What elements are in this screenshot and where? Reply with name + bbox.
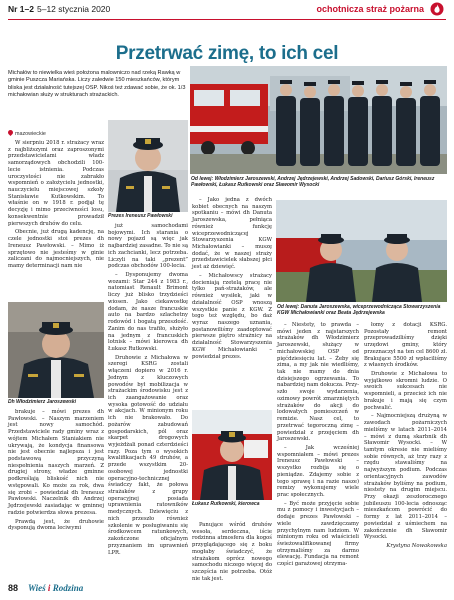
paragraph: – Być może przyjęcie sobie mu z pomocy i inwestycjach – dodaje prezes Pawłowski – wiele zawdzięczamy przychylnym nam ludziom. W minionym roku od właścicieli świeżowalifikowanej firmy otrzymaliśmy za darmo elewację. Fundacja na remont części garażowej otrzyma- (277, 500, 359, 568)
photo-prezes (108, 120, 188, 212)
photo-women (276, 200, 447, 302)
paragraph: Obecnie, już drugą kadencję, na czele jednostki stoi prezes dh Ireneusz Pawłowski. – Mimo iż sprzętowo nie jesteśmy w ginie zaliczani do najmocniejszych, nie mamy determinacji nam nie (8, 229, 104, 269)
caption-group: Od lewej: Włodzimierz Jaroszewski, Andrzej Jędrzejewski, Andrzej Sadowski, Dariusz Górski, Ireneusz Pawłowski, Łukasz Rutkowski oraz Sławomir Wysocki (191, 176, 435, 189)
paragraph: Panujące wśród druhów wesoła, serdeczna, iście rodzinna atmosfera dla kogoś przyglądającego się z boku mogłaby świadczyć, że strażakom oprócz nowego samochodu niczego więcej do szczęścia nie potrzeba. Otóż nie tak jest. (192, 522, 272, 582)
column-2 (108, 223, 188, 558)
paragraph: W sierpniu 2018 r. strażacy wraz z najbliższymi oraz zaproszonymi przedstawicielami władz samorządowych obchodzili 100-lecie istnienia. Podczas uroczystości nie zabrakło wspomnień o założycielu jednostki, nauczycielu miejscowej szkoły Stanisławie Kutkowskim. To właśnie on w 1918 r. podjął tę decyzję i mimo przeciwności losu, konsekwentnie prowadził pierwszych druhów do celu. (8, 140, 104, 227)
header-rule (8, 19, 446, 20)
issue-date: 5–12 stycznia 2020 (37, 4, 111, 14)
column-4 (277, 322, 359, 570)
paragraph: – Dysponujemy dwoma wozami: Star 244 z 1983 r., natomiast Renault Brimont liczy już blisko trzydzieści wiosen. Jako ciekawostkę dodam, że nasze francuskie auto na bardzo szlachetny rodowód i bogatą przeszłość. Zanim do nas trafiło, służyło na jednym z francuskich lotnisk – mówi kierowca dh Łukasz Rutkowski. (108, 272, 188, 352)
column-3-lower (192, 522, 272, 584)
issue-number: Nr 1–2 (8, 4, 34, 14)
location-pin-icon (7, 129, 14, 136)
paragraph: – Jak wcześniej wspomniałem – mówi prezes Ireneusz Pawłowski – wszystko rozbija się o pieniądze. Zdajemy sobie z tego sprawę i na razie nasze) remizy wykonujemy wiele prac społecznych. (277, 444, 359, 498)
paragraph: Druhowie z Michałowa w szeregi KSRG zostali włączeni dopiero w 2016 r. Jednym z kluczowych powodów był mobilizacja w strażackim środowisku jest z ich zaangażowanie oraz wysoka gotowość do udziału w akcjach. W minionym roku ich nie brakowało. Do pożarów zabudowań gospodarskich, pól oraz skarpet drogowych wyjeżdżali ponad czterdzieści razy. Poza tym o wysokich kwalifikacjach 49 druhów, a przede wszystkim 20-osobowej jednostki operacyjno-technicznej świadczy fakt, że połowa strażaków z grupy operacyjnej posiada uprawnienia ratowników medycznych. Dziewięciu z nich przeszło również szkolenie w posługiwaniu się środkowcem ratunkowych, zakończone oficjalnym przyznaniem im uprawnień LPR. (108, 354, 188, 556)
paragraph: łomy z dotacji KSRG. Pozostały remont przeprowadziliśmy dzięki urzędowi gminy, który przeznaczył na ten cel 8600 zł. Brakujące 5500 zł wpłaciliśmy z własnych środków. (364, 322, 447, 369)
photo-elder (8, 302, 104, 398)
paragraph: już samochodami bojowymi. Ich starania o nowy pojazd są więc jak najbardziej zasadne. To nie są ich zachcianki, lecz potrzeba. Liczyli na taki „prezent” podczas obchodów 100-lecia. (108, 223, 188, 270)
location-label: mazowieckie (15, 131, 46, 137)
section-title: ochotnicza straż pożarna (316, 4, 424, 14)
caption-driver: Łukasz Rutkowski, kierowca (192, 501, 260, 507)
brand-word-1: Wieś (28, 583, 46, 593)
column-1-lower (8, 409, 104, 534)
paragraph: brakuje – mówi prezes dh Pawłowski. – Naszym marzeniem jest nowy samochód. Przedstawiciele rady gminy wraz z wójtem Michałem Staniakiem nie ukrywają, że kondycja finansowa nie jest obecnie najlepsza i jest podstawową przyczyną niespełnienia naszych marzeń. Z drugiej strony, władze gminne podkreślają bliskość nich nie wstępowali. Ko może za rok, dwa się zrobi – powiedział dh Ireneusz Pawłowski. Naczelnik dh Andrzej Jędrzejewski zasiadając w gminnej radzie potwierdza słowa prezesa. (8, 409, 104, 516)
paragraph: – Jako jedna z dwóch kobiet obecnych na naszym spotkaniu – mówi dh Danuta Jaroszewska, pełniąca również funkcję wiceprzewodniczącej Stowarzyszenia KGW Michałowianki – muszę dodać, że w naszej straży przedstawicielek słabszej płci jest aż dziewięć. (192, 197, 272, 271)
caption-prezes: Prezes Ireneusz Pawłowski (108, 213, 173, 219)
paragraph: – Niestety, to prawda – mówi jeden z najstarszych strażaków dh Włodzimierz Jaroszewski, służący w michałowskiej OSP od pięćdziesięciu lat. – Żeby się zima, a my jak nie wiedliśmy, tak nie mamy do dnia dzisiejszego ogrzewania. To nabardziej nam dokucza. Przy-szło swoje wydarzenia, ozimowy powrót zmarzniętych strażaków do akcji do lodowatych pomieszczeń w remizie. Nasz cel, to przetrwać tegoroczną zimę – powiedział z przejęciem dh Jaroszewski. (277, 322, 359, 443)
column-1-upper (8, 140, 104, 272)
page-number: 88 (8, 583, 19, 593)
caption-women: Od lewej: Danuta Jaroszewska, wiceprzewodnicząca Stowarzyszenia KGW Michałowianki oraz Beata Jędrzejewska (277, 304, 441, 317)
paragraph: – Najmocniejszą drużyną w zawodach pożarniczych mieliśmy w latach 2011–2014 – mówi z dumą skarbnik dh Sławomir Wysocki. – W tamtym okresie nie mieliśmy sobie równych, aż trzy razy z rzędu stawaliśmy na najwyższym podium. Podczas orientacyjnych zawodów strażaków byliśmy na podium, niestety na drugim miejscu. Przy okazji zeszłorocznego jubileuszu 100-lecia odnosząc mieszkańcom powrócić do formy z lat 2011–2014 – powiedział z uśmiechem na zakończenie dh Sławomir Wysocki. (364, 413, 447, 541)
column-3-upper (192, 197, 272, 362)
issue-header (8, 4, 110, 14)
caption-elder: Dh Włodzimierz Jaroszewski (8, 399, 77, 405)
photo-driver (192, 410, 272, 500)
paragraph: Druhowie z Michałowa to wyjątkowo skromni ludzie. O swoich sukcesach nie wspomnieli, a przecież ich nie brakuje i mają się czym pochwalić. (364, 371, 447, 411)
magazine-brand (28, 583, 83, 593)
photo-group (190, 66, 447, 174)
brand-word-2: Rodzina (52, 583, 84, 593)
brand-ampersand: i (47, 583, 51, 593)
column-5 (364, 322, 447, 552)
article-lead: Michałów to niewielka wieś położona malowniczo nad rzeką Rawką w gminie Puszcza Mariańska. Liczy zaledwie 150 mieszkańców, którym bliska jest działalność tutejszej OSP. Nikoś też zdawać sobie, że ok. 1/3 michałowian służy w strukturach strażackich. (8, 70, 186, 99)
article-title: Przetrwać zimę, to ich cel (115, 43, 339, 64)
paragraph: – Michałowscy strażacy docieniają rzetelą pracę nie tylko pań-strażaków, ale również wysiłek, jaki w działalność OSP wnoszą wszystkie panie z KGW. Z tego też względu, bo daż wyraz naszego uznania, postanowiliśmy zaadoptować pierwsze piętro strażnicy na działalność Stowarzyszenia KGW Michałowianki – powiedział prezes. (192, 272, 272, 360)
paragraph: Prawdą jest, że druhowie dysponują dwoma leciwymi (8, 518, 104, 532)
location-tag (8, 130, 46, 137)
fire-brigade-emblem-icon (430, 2, 444, 16)
author-byline: Krystyna Nowakowska (386, 543, 447, 549)
